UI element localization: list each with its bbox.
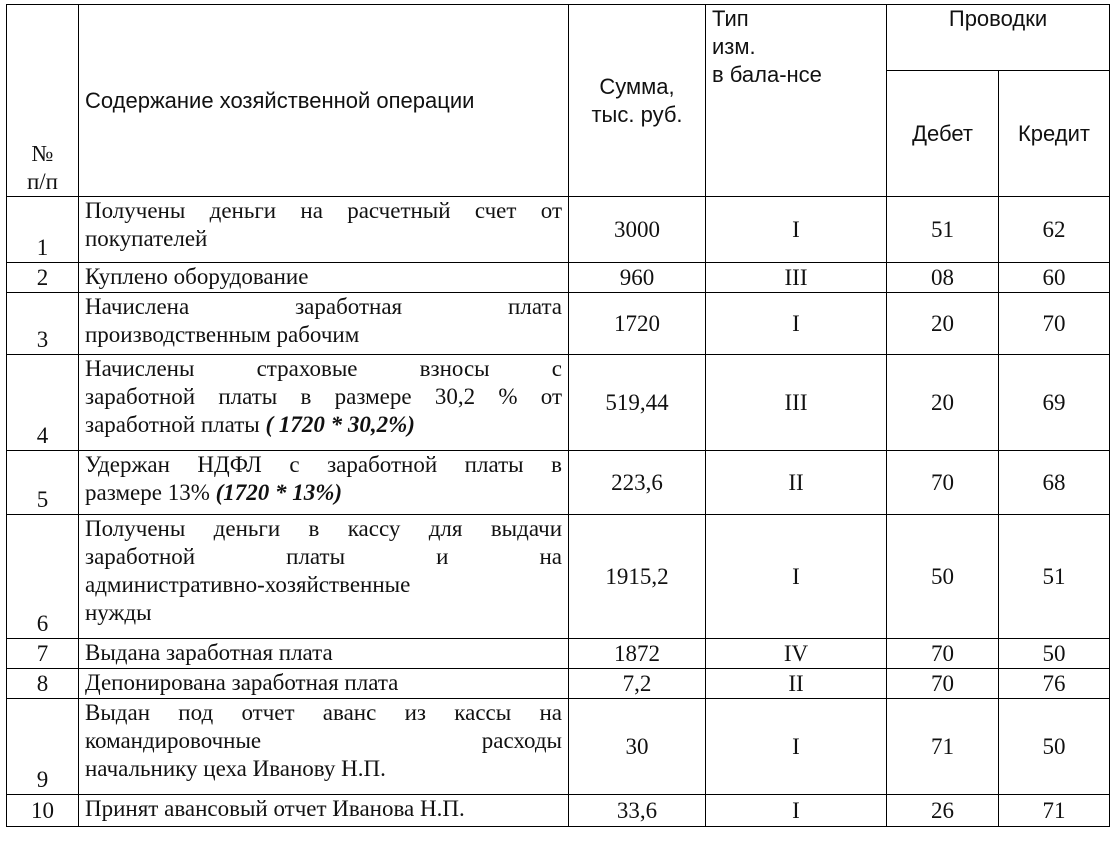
credit-account: 69 [999,355,1110,451]
operation-sum: 33,6 [569,795,706,827]
description-line [85,197,562,225]
credit-account: 71 [999,795,1110,827]
balance-change-type: I [706,699,887,795]
description-line [85,355,562,383]
table-body [7,197,1110,827]
operation-description [79,699,569,795]
formula-note: ( 1720 * 30,2%) [265,412,415,437]
col-header-type [706,5,887,197]
table-row [7,293,1110,355]
table-row [7,515,1110,639]
table-row [7,795,1110,827]
operation-description [79,355,569,451]
description-text: размере 13% [85,480,210,505]
description-text: командировочные расходы [85,728,562,753]
row-number: 5 [7,451,79,515]
balance-change-type: I [706,795,887,827]
balance-change-type: I [706,293,887,355]
debit-account: 20 [887,355,999,451]
description-text: начальнику цеха Иванову Н.П. [85,756,386,781]
row-number: 1 [7,197,79,263]
description-line [85,225,562,253]
description-line [85,451,562,479]
description-line [85,571,562,599]
row-number: 4 [7,355,79,451]
operation-sum: 223,6 [569,451,706,515]
credit-account: 76 [999,669,1110,699]
operation-description [79,451,569,515]
credit-account: 62 [999,197,1110,263]
credit-account: 50 [999,699,1110,795]
operation-sum: 7,2 [569,669,706,699]
credit-account: 68 [999,451,1110,515]
description-line [85,755,562,783]
col-header-debit: Дебет [887,71,999,197]
col-header-number [7,5,79,197]
formula-note: (1720 * 13%) [215,480,343,505]
description-text: Удержан НДФЛ с заработной платы в [85,452,562,477]
description-text: Начислены страховые взносы с [85,356,562,381]
table-row [7,451,1110,515]
description-text: Получены деньги в кассу для выдачи [85,516,562,541]
debit-account: 70 [887,669,999,699]
description-text: административно-хозяйственные [85,572,411,597]
col-header-credit: Кредит [999,71,1110,197]
credit-account: 70 [999,293,1110,355]
table-row [7,355,1110,451]
debit-account: 20 [887,293,999,355]
operation-sum: 519,44 [569,355,706,451]
operation-sum: 1872 [569,639,706,669]
row-number: 9 [7,699,79,795]
description-line [85,293,562,321]
row-number: 8 [7,669,79,699]
balance-change-type: I [706,515,887,639]
operation-sum: 960 [569,263,706,293]
row-number: 6 [7,515,79,639]
debit-account: 50 [887,515,999,639]
description-line [85,411,562,439]
description-text: заработной платы в размере 30,2 % от [85,384,562,409]
description-text: производственным рабочим [85,322,360,347]
row-number: 7 [7,639,79,669]
description-text: Выдан под отчет аванс из кассы на [85,700,562,725]
operation-description [79,639,569,669]
row-number: 10 [7,795,79,827]
description-text: Куплено оборудование [85,264,309,289]
operation-sum: 1915,2 [569,515,706,639]
balance-change-type: I [706,197,887,263]
description-text: покупателей [85,226,208,251]
table-row [7,669,1110,699]
debit-account: 51 [887,197,999,263]
description-text: Выдана заработная плата [85,640,333,665]
row-number: 3 [7,293,79,355]
table-row [7,197,1110,263]
balance-change-type: III [706,355,887,451]
operation-description [79,515,569,639]
table-row [7,263,1110,293]
description-line [85,727,562,755]
description-line [85,543,562,571]
debit-account: 70 [887,639,999,669]
col-header-number-line2: п/п [26,169,58,194]
description-line [85,479,562,507]
col-header-sum [569,5,706,197]
balance-change-type: IV [706,639,887,669]
operation-description [79,669,569,699]
header-row-top [7,5,1110,71]
debit-account: 08 [887,263,999,293]
credit-account: 60 [999,263,1110,293]
description-line [85,515,562,543]
description-text: Получены деньги на расчетный счет от [85,198,562,223]
operations-table [6,4,1110,827]
debit-account: 70 [887,451,999,515]
operation-sum: 3000 [569,197,706,263]
table-row [7,639,1110,669]
operation-description [79,197,569,263]
col-header-description: Содержание хозяйственной операции [79,5,569,197]
table-row [7,699,1110,795]
description-line [85,321,562,349]
description-text: Принят авансовый отчет Иванова Н.П. [85,796,465,821]
description-line [85,639,562,667]
description-text: Начислена заработная плата [85,294,562,319]
col-header-postings: Проводки [887,5,1110,71]
description-line [85,263,562,291]
description-text: нужды [85,600,152,625]
operation-description [79,795,569,827]
col-header-number-line1: № [31,141,54,166]
balance-change-type: III [706,263,887,293]
description-line [85,599,562,627]
row-number: 2 [7,263,79,293]
balance-change-type: II [706,451,887,515]
credit-account: 51 [999,515,1110,639]
col-header-sum-line2: тыс. руб. [591,101,683,127]
debit-account: 26 [887,795,999,827]
operation-sum: 1720 [569,293,706,355]
description-text: заработной платы [85,412,260,437]
debit-account: 71 [887,699,999,795]
description-line [85,383,562,411]
credit-account: 50 [999,639,1110,669]
description-text: заработной платы и на [85,544,562,569]
description-text: Депонирована заработная плата [85,670,399,695]
description-line [85,795,562,823]
operation-description [79,263,569,293]
col-header-type-line2: изм. [712,34,756,59]
operation-sum: 30 [569,699,706,795]
col-header-type-line3: в бала-нсе [712,62,822,87]
balance-change-type: II [706,669,887,699]
col-header-type-line1: Тип [712,6,749,31]
operation-description [79,293,569,355]
description-line [85,699,562,727]
description-line [85,669,562,697]
col-header-sum-line1: Сумма, [599,73,675,99]
